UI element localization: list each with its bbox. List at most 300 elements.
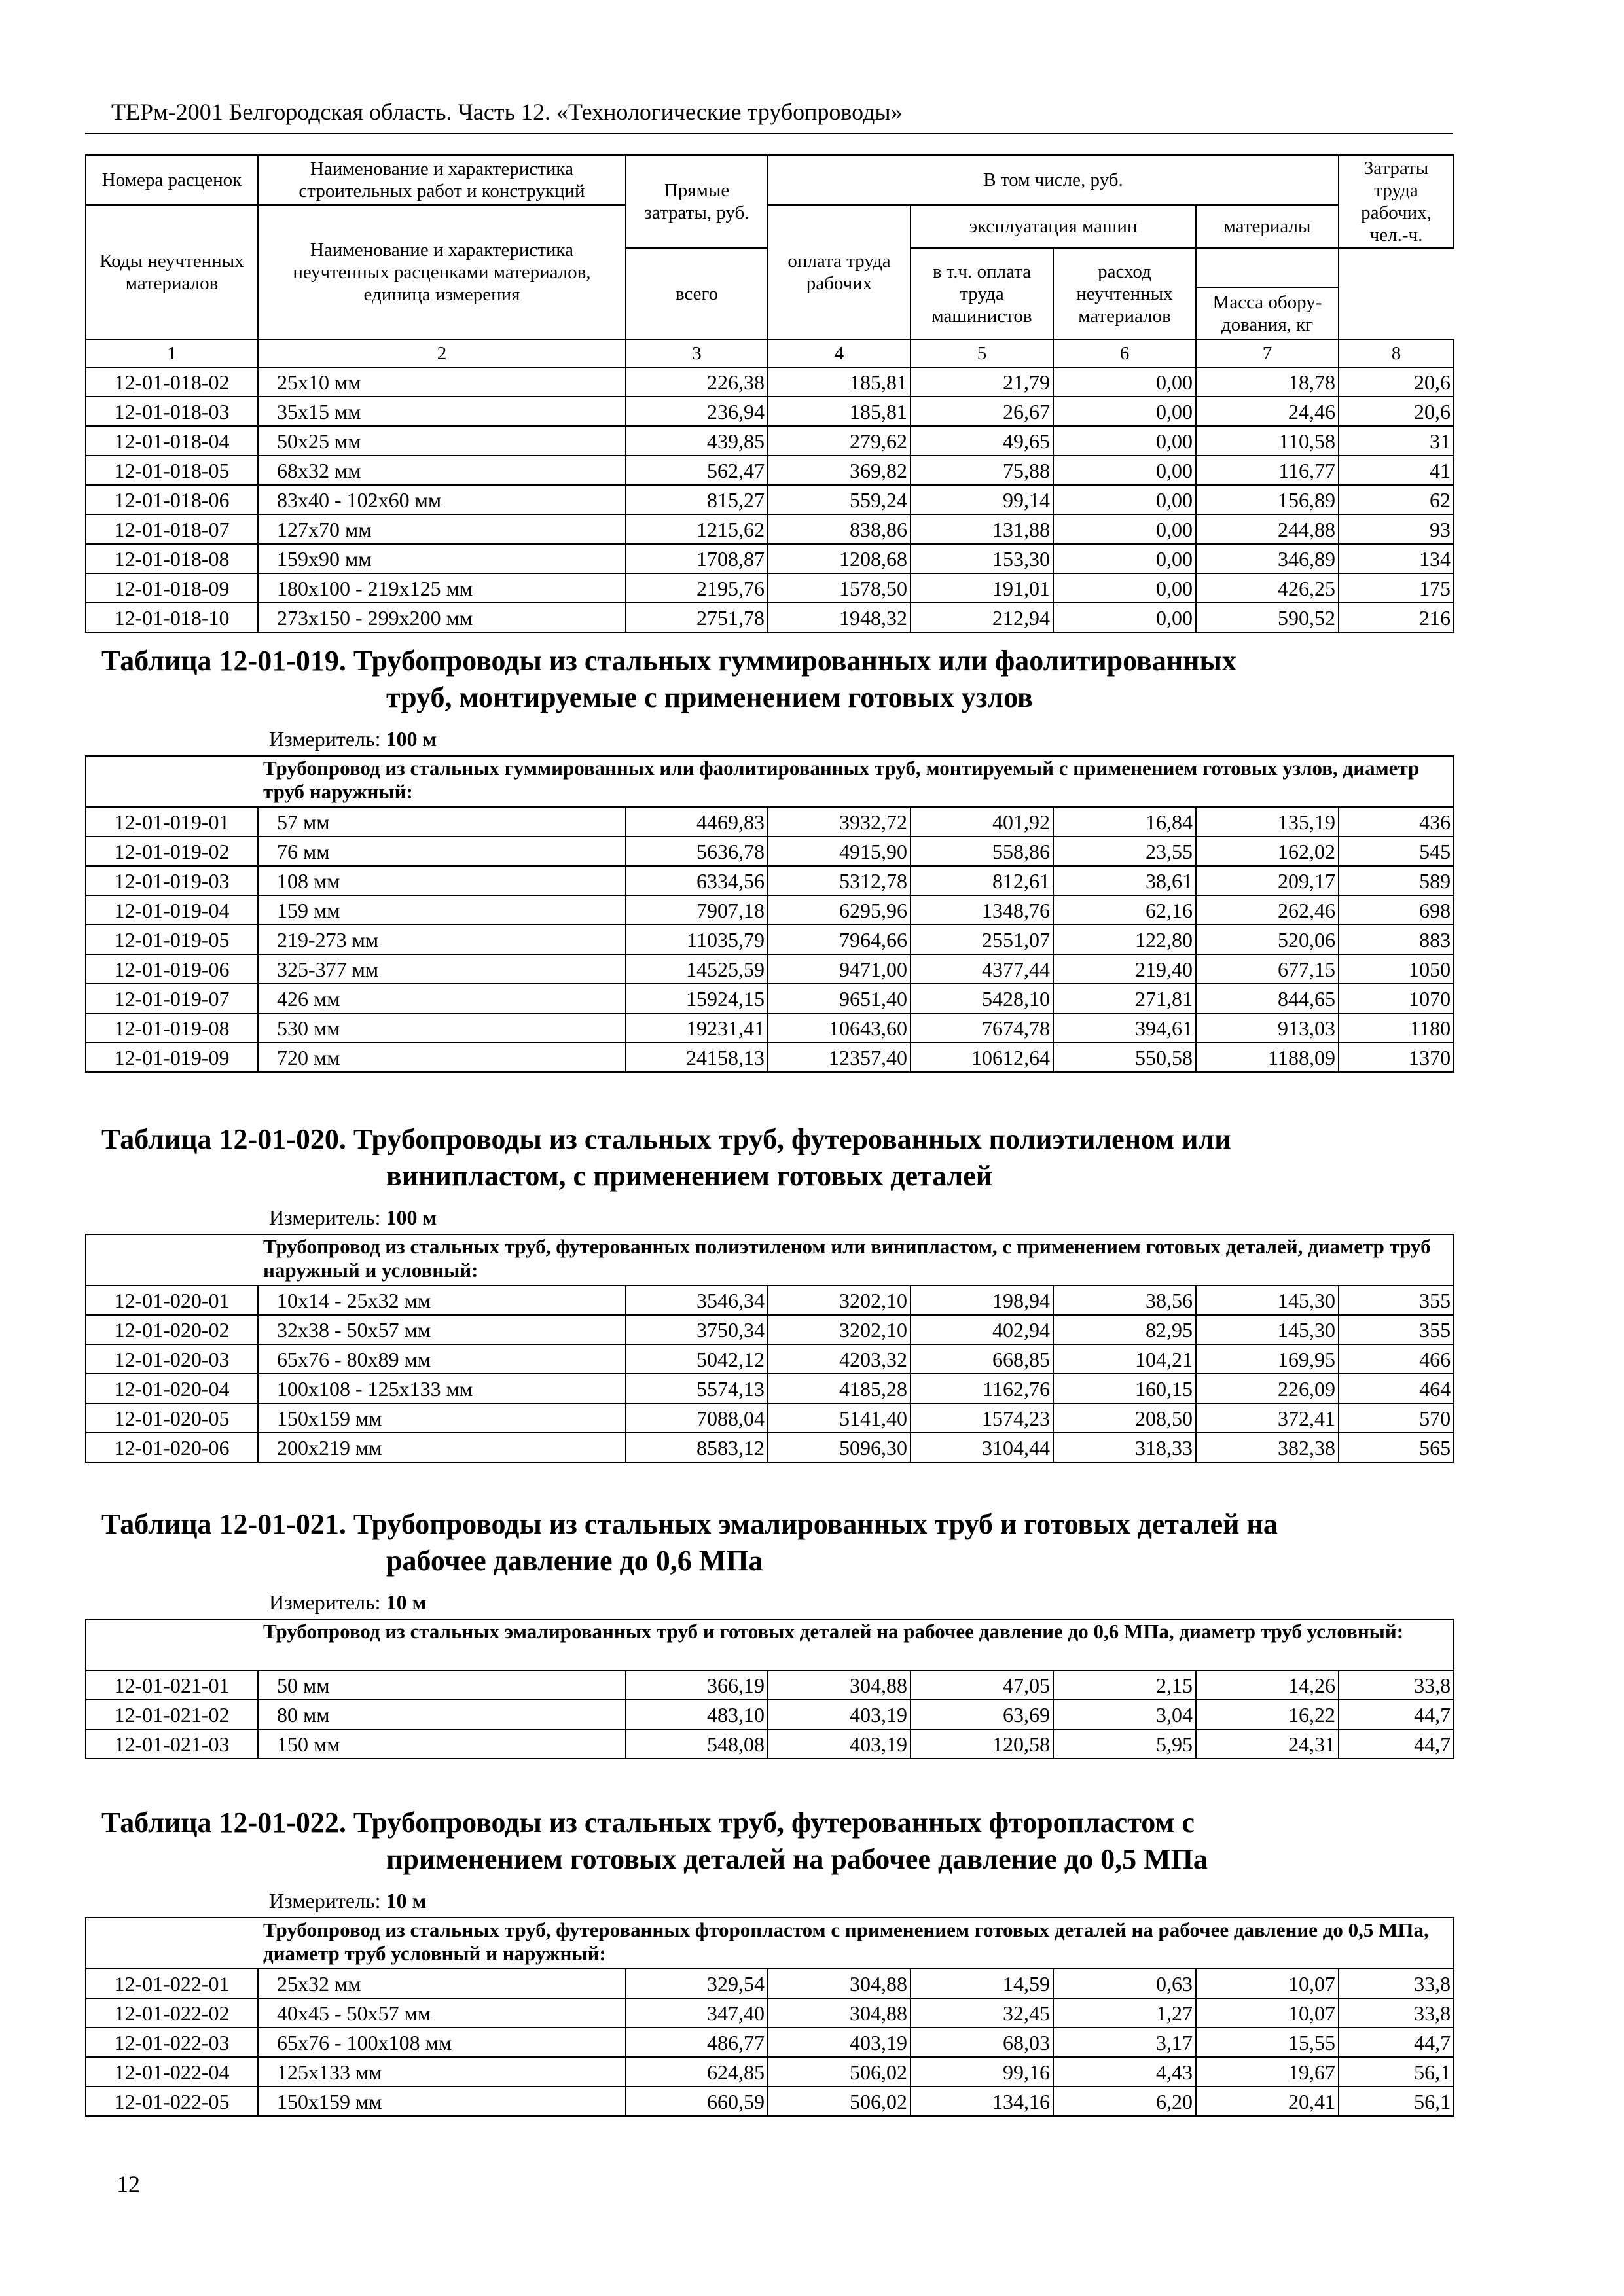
cell-machine-total: 401,92 <box>911 807 1053 836</box>
cell-materials: 15,55 <box>1196 2028 1339 2057</box>
cell-code: 12-01-021-02 <box>86 1700 258 1729</box>
cell-materials: 209,17 <box>1196 866 1339 895</box>
col-number: 1 <box>86 340 258 367</box>
cell-code: 12-01-022-02 <box>86 1998 258 2028</box>
cell-code: 12-01-022-04 <box>86 2057 258 2087</box>
cell-direct-cost: 3750,34 <box>626 1315 768 1344</box>
cell-labor-hours: 355 <box>1339 1315 1454 1344</box>
cell-code: 12-01-018-08 <box>86 544 258 573</box>
cell-machine-total: 99,14 <box>911 485 1053 514</box>
cell-labor-pay: 4185,28 <box>768 1374 911 1403</box>
table-row <box>86 866 1454 895</box>
table-row <box>86 544 1454 573</box>
cell-machinist-pay: 550,58 <box>1053 1043 1196 1072</box>
cell-labor-pay: 5141,40 <box>768 1403 911 1433</box>
cell-machinist-pay: 2,15 <box>1053 1670 1196 1700</box>
cell-machinist-pay: 3,17 <box>1053 2028 1196 2057</box>
table-row <box>86 514 1454 544</box>
cell-direct-cost: 347,40 <box>626 1998 768 2028</box>
cell-machinist-pay: 0,00 <box>1053 367 1196 397</box>
cell-machinist-pay: 1,27 <box>1053 1998 1196 2028</box>
table-018 <box>85 154 1454 633</box>
cell-code: 12-01-018-07 <box>86 514 258 544</box>
table-title-line: применением готовых деталей на рабочее давление до 0,5 МПа <box>386 1843 1208 1875</box>
cell-materials: 1188,09 <box>1196 1043 1339 1072</box>
cell-labor-hours: 44,7 <box>1339 2028 1454 2057</box>
cell-code: 12-01-022-03 <box>86 2028 258 2057</box>
cell-name: 150 мм <box>258 1729 626 1759</box>
cell-labor-hours: 1070 <box>1339 984 1454 1013</box>
cell-materials: 110,58 <box>1196 426 1339 456</box>
cell-name: 530 мм <box>258 1013 626 1043</box>
cell-machine-total: 153,30 <box>911 544 1053 573</box>
cell-materials: 10,07 <box>1196 1969 1339 1998</box>
cell-labor-pay: 1208,68 <box>768 544 911 573</box>
cell-machine-total: 7674,78 <box>911 1013 1053 1043</box>
cell-code: 12-01-019-09 <box>86 1043 258 1072</box>
cell-name: 159 мм <box>258 895 626 925</box>
cell-labor-hours: 33,8 <box>1339 1969 1454 1998</box>
cell-machine-total: 47,05 <box>911 1670 1053 1700</box>
cell-machine-total: 14,59 <box>911 1969 1053 1998</box>
cell-code: 12-01-019-05 <box>86 925 258 954</box>
table-row <box>86 485 1454 514</box>
cell-name: 108 мм <box>258 866 626 895</box>
table-title-line: винипластом, с применением готовых деталей <box>386 1160 993 1192</box>
cell-materials: 18,78 <box>1196 367 1339 397</box>
cell-direct-cost: 15924,15 <box>626 984 768 1013</box>
cell-labor-pay: 9651,40 <box>768 984 911 1013</box>
table-021-title <box>101 1506 1278 1579</box>
cell-materials: 346,89 <box>1196 544 1339 573</box>
cell-machinist-pay: 16,84 <box>1053 807 1196 836</box>
cell-labor-hours: 216 <box>1339 603 1454 632</box>
table-019 <box>85 722 1454 1073</box>
table-row <box>86 1374 1454 1403</box>
cell-code: 12-01-019-08 <box>86 1013 258 1043</box>
cell-code: 12-01-021-03 <box>86 1729 258 1759</box>
cell-labor-hours: 56,1 <box>1339 2087 1454 2116</box>
cell-labor-pay: 12357,40 <box>768 1043 911 1072</box>
cell-direct-cost: 2195,76 <box>626 573 768 603</box>
measure-value: 10 м <box>386 1888 427 1912</box>
cell-name: 50 мм <box>258 1670 626 1700</box>
cell-direct-cost: 660,59 <box>626 2087 768 2116</box>
table-row <box>86 367 1454 397</box>
cell-labor-pay: 185,81 <box>768 397 911 426</box>
cell-machinist-pay: 23,55 <box>1053 836 1196 866</box>
cell-code: 12-01-018-04 <box>86 426 258 456</box>
cell-direct-cost: 1215,62 <box>626 514 768 544</box>
cell-name: 68x32 мм <box>258 456 626 485</box>
cell-code: 12-01-018-09 <box>86 573 258 603</box>
cell-labor-pay: 559,24 <box>768 485 911 514</box>
cell-materials: 913,03 <box>1196 1013 1339 1043</box>
cell-name: 125x133 мм <box>258 2057 626 2087</box>
cell-materials: 20,41 <box>1196 2087 1339 2116</box>
cell-labor-hours: 698 <box>1339 895 1454 925</box>
cell-labor-pay: 9471,00 <box>768 954 911 984</box>
table-row <box>86 1670 1454 1700</box>
cell-name: 40x45 - 50x57 мм <box>258 1998 626 2028</box>
cell-materials: 14,26 <box>1196 1670 1339 1700</box>
cell-machine-total: 5428,10 <box>911 984 1053 1013</box>
cell-machinist-pay: 82,95 <box>1053 1315 1196 1344</box>
measure-value: 100 м <box>386 1205 437 1229</box>
cell-name: 65x76 - 100x108 мм <box>258 2028 626 2057</box>
cell-name: 150x159 мм <box>258 2087 626 2116</box>
cell-labor-pay: 369,82 <box>768 456 911 485</box>
measure-label: Измеритель: <box>269 1205 381 1229</box>
cell-direct-cost: 8583,12 <box>626 1433 768 1462</box>
col-header-naim-rabot: Наименование и характеристика строительных работ и конструкций <box>258 155 626 205</box>
cell-machinist-pay: 0,00 <box>1053 426 1196 456</box>
cell-name: 159x90 мм <box>258 544 626 573</box>
cell-name: 100x108 - 125x133 мм <box>258 1374 626 1403</box>
col-number: 6 <box>1053 340 1196 367</box>
cell-machine-total: 1348,76 <box>911 895 1053 925</box>
cell-code: 12-01-020-02 <box>86 1315 258 1344</box>
table-row <box>86 954 1454 984</box>
cell-machinist-pay: 3,04 <box>1053 1700 1196 1729</box>
cell-labor-pay: 304,88 <box>768 1998 911 2028</box>
cell-labor-pay: 5312,78 <box>768 866 911 895</box>
table-row <box>86 807 1454 836</box>
cell-materials: 844,65 <box>1196 984 1339 1013</box>
cell-materials: 145,30 <box>1196 1285 1339 1315</box>
cell-name: 80 мм <box>258 1700 626 1729</box>
cell-labor-hours: 134 <box>1339 544 1454 573</box>
cell-materials: 24,31 <box>1196 1729 1339 1759</box>
table-row <box>86 1700 1454 1729</box>
cell-code: 12-01-019-02 <box>86 836 258 866</box>
table-row <box>86 1285 1454 1315</box>
cell-labor-pay: 4915,90 <box>768 836 911 866</box>
table-row <box>86 925 1454 954</box>
cell-machine-total: 4377,44 <box>911 954 1053 984</box>
measure-line <box>86 722 1454 756</box>
table-020-title <box>101 1121 1231 1194</box>
table-row <box>86 426 1454 456</box>
cell-direct-cost: 486,77 <box>626 2028 768 2057</box>
table-title-line: труб, монтируемые с применением готовых узлов <box>386 681 1033 713</box>
col-number: 3 <box>626 340 768 367</box>
measure-line <box>86 1884 1454 1918</box>
table-title-line: Таблица 12-01-022. Трубопроводы из стальных труб, футерованных фторопластом с <box>101 1806 1195 1839</box>
cell-direct-cost: 815,27 <box>626 485 768 514</box>
cell-machine-total: 10612,64 <box>911 1043 1053 1072</box>
measure-value: 100 м <box>386 726 437 751</box>
cell-machine-total: 402,94 <box>911 1315 1053 1344</box>
cell-direct-cost: 329,54 <box>626 1969 768 1998</box>
cell-labor-hours: 20,6 <box>1339 367 1454 397</box>
table-row <box>86 1013 1454 1043</box>
table-row <box>86 1998 1454 2028</box>
cell-labor-hours: 62 <box>1339 485 1454 514</box>
cell-direct-cost: 2751,78 <box>626 603 768 632</box>
cell-labor-pay: 403,19 <box>768 2028 911 2057</box>
cell-name: 76 мм <box>258 836 626 866</box>
cell-labor-hours: 570 <box>1339 1403 1454 1433</box>
cell-labor-pay: 403,19 <box>768 1700 911 1729</box>
table-022 <box>85 1884 1454 2117</box>
col-number: 7 <box>1196 340 1339 367</box>
col-header-ekspluataciya: эксплуатация машин <box>911 205 1196 248</box>
cell-code: 12-01-022-05 <box>86 2087 258 2116</box>
cell-materials: 426,25 <box>1196 573 1339 603</box>
cell-machinist-pay: 5,95 <box>1053 1729 1196 1759</box>
cell-labor-pay: 1948,32 <box>768 603 911 632</box>
cell-name: 25x10 мм <box>258 367 626 397</box>
cell-labor-hours: 175 <box>1339 573 1454 603</box>
cell-machinist-pay: 318,33 <box>1053 1433 1196 1462</box>
cell-code: 12-01-020-06 <box>86 1433 258 1462</box>
table-title-line: Таблица 12-01-019. Трубопроводы из стальных гуммированных или фаолитированных <box>101 645 1236 677</box>
cell-direct-cost: 562,47 <box>626 456 768 485</box>
cell-materials: 520,06 <box>1196 925 1339 954</box>
cell-labor-hours: 44,7 <box>1339 1729 1454 1759</box>
table-row <box>86 2028 1454 2057</box>
cell-labor-pay: 6295,96 <box>768 895 911 925</box>
cell-materials: 262,46 <box>1196 895 1339 925</box>
cell-direct-cost: 4469,83 <box>626 807 768 836</box>
col-number: 5 <box>911 340 1053 367</box>
cell-labor-hours: 93 <box>1339 514 1454 544</box>
cell-machinist-pay: 62,16 <box>1053 895 1196 925</box>
cell-machinist-pay: 0,00 <box>1053 514 1196 544</box>
measure-line <box>86 1200 1454 1234</box>
cell-machinist-pay: 38,61 <box>1053 866 1196 895</box>
group-description: Трубопровод из стальных труб, футерованных полиэтиленом или винипластом, с применением готовых деталей, диаметр труб наружный и условный: <box>86 1234 1454 1285</box>
cell-labor-hours: 20,6 <box>1339 397 1454 426</box>
table-row <box>86 1344 1454 1374</box>
cell-code: 12-01-022-01 <box>86 1969 258 1998</box>
table-row <box>86 2057 1454 2087</box>
cell-labor-hours: 31 <box>1339 426 1454 456</box>
cell-name: 65x76 - 80x89 мм <box>258 1344 626 1374</box>
table-row <box>86 1969 1454 1998</box>
cell-labor-pay: 4203,32 <box>768 1344 911 1374</box>
cell-direct-cost: 19231,41 <box>626 1013 768 1043</box>
cell-direct-cost: 11035,79 <box>626 925 768 954</box>
cell-materials: 116,77 <box>1196 456 1339 485</box>
measure-label: Измеритель: <box>269 726 381 751</box>
cell-name: 127x70 мм <box>258 514 626 544</box>
cell-labor-pay: 279,62 <box>768 426 911 456</box>
cell-code: 12-01-018-03 <box>86 397 258 426</box>
cell-machine-total: 49,65 <box>911 426 1053 456</box>
cell-machinist-pay: 0,00 <box>1053 603 1196 632</box>
table-title-line: Таблица 12-01-021. Трубопроводы из стальных эмалированных труб и готовых деталей на <box>101 1508 1278 1540</box>
table-title-line: Таблица 12-01-020. Трубопроводы из стальных труб, футерованных полиэтиленом или <box>101 1123 1231 1155</box>
cell-labor-hours: 56,1 <box>1339 2057 1454 2087</box>
cell-code: 12-01-018-02 <box>86 367 258 397</box>
cell-labor-pay: 7964,66 <box>768 925 911 954</box>
col-header-vsego: всего <box>626 248 768 340</box>
col-number: 4 <box>768 340 911 367</box>
cell-labor-hours: 883 <box>1339 925 1454 954</box>
table-021-section <box>85 1585 1453 1759</box>
cell-machinist-pay: 208,50 <box>1053 1403 1196 1433</box>
cell-machine-total: 668,85 <box>911 1344 1053 1374</box>
cell-machinist-pay: 122,80 <box>1053 925 1196 954</box>
col-header-v-tom-chisle: В том числе, руб. <box>768 155 1339 205</box>
cell-materials: 19,67 <box>1196 2057 1339 2087</box>
cell-code: 12-01-020-01 <box>86 1285 258 1315</box>
table-row <box>86 397 1454 426</box>
cell-machinist-pay: 0,00 <box>1053 485 1196 514</box>
table-018-section <box>85 154 1453 633</box>
cell-labor-pay: 1578,50 <box>768 573 911 603</box>
cell-code: 12-01-019-06 <box>86 954 258 984</box>
cell-labor-hours: 1050 <box>1339 954 1454 984</box>
cell-materials: 24,46 <box>1196 397 1339 426</box>
cell-name: 10x14 - 25x32 мм <box>258 1285 626 1315</box>
table-row <box>86 1315 1454 1344</box>
cell-materials: 590,52 <box>1196 603 1339 632</box>
measure-label: Измеритель: <box>269 1590 381 1614</box>
cell-machinist-pay: 394,61 <box>1053 1013 1196 1043</box>
cell-direct-cost: 6334,56 <box>626 866 768 895</box>
cell-labor-pay: 403,19 <box>768 1729 911 1759</box>
cell-code: 12-01-018-05 <box>86 456 258 485</box>
measure-value: 10 м <box>386 1590 427 1614</box>
cell-machinist-pay: 104,21 <box>1053 1344 1196 1374</box>
cell-labor-hours: 33,8 <box>1339 1998 1454 2028</box>
cell-labor-hours: 545 <box>1339 836 1454 866</box>
cell-code: 12-01-019-07 <box>86 984 258 1013</box>
cell-labor-pay: 10643,60 <box>768 1013 911 1043</box>
table-row <box>86 2087 1454 2116</box>
cell-machinist-pay: 4,43 <box>1053 2057 1196 2087</box>
cell-direct-cost: 226,38 <box>626 367 768 397</box>
cell-labor-pay: 185,81 <box>768 367 911 397</box>
cell-direct-cost: 366,19 <box>626 1670 768 1700</box>
cell-machine-total: 191,01 <box>911 573 1053 603</box>
cell-direct-cost: 7907,18 <box>626 895 768 925</box>
group-description: Трубопровод из стальных гуммированных или фаолитированных труб, монтируемый с применением готовых узлов, диаметр труб наружный: <box>86 756 1454 807</box>
cell-materials: 244,88 <box>1196 514 1339 544</box>
cell-name: 35x15 мм <box>258 397 626 426</box>
table-row <box>86 836 1454 866</box>
cell-machine-total: 134,16 <box>911 2087 1053 2116</box>
cell-direct-cost: 7088,04 <box>626 1403 768 1433</box>
cell-direct-cost: 439,85 <box>626 426 768 456</box>
table-021 <box>85 1585 1454 1759</box>
cell-code: 12-01-021-01 <box>86 1670 258 1700</box>
cell-labor-hours: 1370 <box>1339 1043 1454 1072</box>
cell-machinist-pay: 271,81 <box>1053 984 1196 1013</box>
cell-direct-cost: 5636,78 <box>626 836 768 866</box>
col-header-nomer-rascenok: Номера расценок <box>86 155 258 205</box>
measure-line <box>86 1585 1454 1619</box>
table-row <box>86 1729 1454 1759</box>
col-header-pryamye-zatraty: Прямые затраты, руб. <box>626 155 768 248</box>
col-header-vtch-mashinistov: в т.ч. оплата труда машинистов <box>911 248 1053 340</box>
col-header-oplata-truda: оплата труда рабочих <box>768 205 911 340</box>
cell-machinist-pay: 0,00 <box>1053 397 1196 426</box>
cell-materials: 226,09 <box>1196 1374 1339 1403</box>
cell-machine-total: 63,69 <box>911 1700 1053 1729</box>
cell-name: 200x219 мм <box>258 1433 626 1462</box>
cell-code: 12-01-019-01 <box>86 807 258 836</box>
cell-machine-total: 3104,44 <box>911 1433 1053 1462</box>
table-022-section <box>85 1884 1453 2117</box>
cell-machine-total: 1162,76 <box>911 1374 1053 1403</box>
cell-labor-pay: 304,88 <box>768 1969 911 1998</box>
cell-labor-hours: 44,7 <box>1339 1700 1454 1729</box>
col-header-rashod: расход неучтенных материалов <box>1053 248 1196 340</box>
table-020 <box>85 1200 1454 1463</box>
table-022-title <box>101 1804 1208 1878</box>
cell-materials: 372,41 <box>1196 1403 1339 1433</box>
col-number: 8 <box>1339 340 1454 367</box>
cell-code: 12-01-018-06 <box>86 485 258 514</box>
cell-name: 25x32 мм <box>258 1969 626 1998</box>
cell-machinist-pay: 160,15 <box>1053 1374 1196 1403</box>
cell-machine-total: 32,45 <box>911 1998 1053 2028</box>
cell-machine-total: 99,16 <box>911 2057 1053 2087</box>
cell-machine-total: 131,88 <box>911 514 1053 544</box>
cell-machine-total: 1574,23 <box>911 1403 1053 1433</box>
col-header-massa: Масса обору-дования, кг <box>1196 287 1339 340</box>
cell-direct-cost: 5574,13 <box>626 1374 768 1403</box>
cell-machinist-pay: 0,63 <box>1053 1969 1196 1998</box>
table-row <box>86 1433 1454 1462</box>
cell-code: 12-01-018-10 <box>86 603 258 632</box>
cell-machine-total: 75,88 <box>911 456 1053 485</box>
cell-machine-total: 68,03 <box>911 2028 1053 2057</box>
cell-labor-hours: 466 <box>1339 1344 1454 1374</box>
cell-direct-cost: 3546,34 <box>626 1285 768 1315</box>
cell-code: 12-01-019-04 <box>86 895 258 925</box>
cell-machine-total: 212,94 <box>911 603 1053 632</box>
cell-labor-hours: 33,8 <box>1339 1670 1454 1700</box>
col-number: 2 <box>258 340 626 367</box>
cell-direct-cost: 548,08 <box>626 1729 768 1759</box>
cell-name: 150x159 мм <box>258 1403 626 1433</box>
cell-direct-cost: 483,10 <box>626 1700 768 1729</box>
cell-machinist-pay: 219,40 <box>1053 954 1196 984</box>
cell-machinist-pay: 0,00 <box>1053 544 1196 573</box>
cell-materials: 162,02 <box>1196 836 1339 866</box>
cell-materials: 16,22 <box>1196 1700 1339 1729</box>
col-header-materialy: материалы <box>1196 205 1339 248</box>
cell-name: 219-273 мм <box>258 925 626 954</box>
cell-name: 83x40 - 102x60 мм <box>258 485 626 514</box>
table-title-line: рабочее давление до 0,6 МПа <box>386 1545 763 1577</box>
cell-labor-pay: 838,86 <box>768 514 911 544</box>
cell-materials: 145,30 <box>1196 1315 1339 1344</box>
cell-code: 12-01-020-03 <box>86 1344 258 1374</box>
table-row <box>86 984 1454 1013</box>
cell-name: 180x100 - 219x125 мм <box>258 573 626 603</box>
cell-machinist-pay: 0,00 <box>1053 456 1196 485</box>
cell-labor-hours: 589 <box>1339 866 1454 895</box>
cell-machinist-pay: 38,56 <box>1053 1285 1196 1315</box>
measure-label: Измеритель: <box>269 1888 381 1912</box>
cell-direct-cost: 236,94 <box>626 397 768 426</box>
cell-machine-total: 26,67 <box>911 397 1053 426</box>
cell-labor-hours: 436 <box>1339 807 1454 836</box>
cell-labor-pay: 3932,72 <box>768 807 911 836</box>
cell-name: 426 мм <box>258 984 626 1013</box>
header-rule <box>85 133 1453 134</box>
table-row <box>86 1043 1454 1072</box>
cell-machine-total: 2551,07 <box>911 925 1053 954</box>
cell-materials: 382,38 <box>1196 1433 1339 1462</box>
table-019-section <box>85 722 1453 1073</box>
